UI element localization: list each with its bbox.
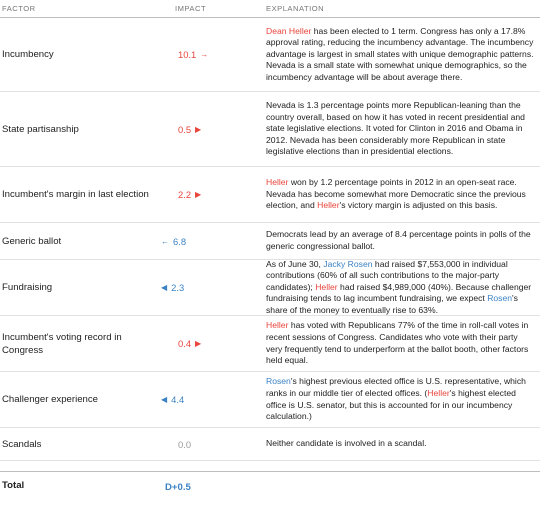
explanation-text xyxy=(266,100,540,158)
republican-name: Dean Heller xyxy=(266,25,312,36)
triangle-right-icon: ▶ xyxy=(195,124,202,134)
arrow-left-icon: ← xyxy=(161,236,169,246)
table-row xyxy=(0,428,540,461)
impact-number: 2.3 xyxy=(171,282,185,293)
table-row xyxy=(0,18,540,92)
impact-number: 0.5 xyxy=(178,123,192,135)
explanation-text xyxy=(266,26,540,84)
explanation-text xyxy=(266,438,540,450)
impact-value xyxy=(161,236,266,247)
triangle-right-icon: ▶ xyxy=(195,190,202,199)
factor-label: Incumbent's margin in last election xyxy=(2,189,149,200)
factor-label: Fundraising xyxy=(2,282,53,293)
factor-label: State partisanship xyxy=(2,123,79,135)
explanation-segment: 's victory margin is adjusted on this basis. xyxy=(339,200,498,211)
total-label: Total xyxy=(2,480,25,491)
explanation-segment: had raised $7,553,000 in individual contributions (60% of all such contributions to the major-party candidates); xyxy=(266,258,508,292)
table-row xyxy=(0,92,540,167)
impact-number: 2.2 xyxy=(178,189,192,200)
republican-name: Heller xyxy=(427,387,450,398)
table-row xyxy=(0,372,540,428)
democrat-name: Rosen xyxy=(266,376,291,387)
explanation-text xyxy=(266,376,540,422)
triangle-right-icon: ▶ xyxy=(195,339,202,348)
explanation-segment: Neither candidate is involved in a scandal. xyxy=(266,438,427,449)
header-factor: FACTOR xyxy=(2,4,36,13)
explanation-segment: Democrats lead by an average of 8.4 percentage points in polls of the generic congressional ballot. xyxy=(266,229,531,251)
explanation-segment: Nevada is 1.3 percentage points more Republican-leaning than the country overall, based on how it has voted in recent presidential and state legislative elections. It voted for Clinton in 2016 and Obama in 2012. Nevada has been considerably more Republican in state legislative elections than in presidential elections. xyxy=(266,100,525,157)
header-impact: IMPACT xyxy=(175,4,207,13)
explanation-segment: 's share of the money to eventually rise to 63%. xyxy=(266,293,518,315)
explanation-text xyxy=(266,320,540,366)
republican-name: Heller xyxy=(266,177,289,188)
explanation-text xyxy=(266,177,540,212)
impact-number: 0.4 xyxy=(178,338,192,349)
total-value: D+0.5 xyxy=(165,481,191,493)
table-row xyxy=(0,316,540,372)
impact-value xyxy=(161,338,266,349)
factor-label: Incumbency xyxy=(2,49,54,60)
arrow-right-icon: → xyxy=(200,50,209,59)
table-row xyxy=(0,260,540,316)
table-header xyxy=(0,0,540,18)
explanation-segment: has voted with Republicans 77% of the time in roll-call votes in recent sessions of Congress. Candidates who vote with their party very frequently tend to underperform at the ballot booth, other factors held equal. xyxy=(266,320,529,366)
impact-number: 4.4 xyxy=(171,394,185,405)
explanation-segment: has been elected to 1 term. Congress has only a 17.8% approval rating, reducing the incumbency advantage. The incumbency advantage is largest in small states with unique demographic patterns. Nevada is a small state with somewhat unique demographics, so the incumbency advantage will be about average there. xyxy=(266,25,534,82)
impact-value xyxy=(161,439,266,450)
factor-label: Generic ballot xyxy=(2,235,62,247)
republican-name: Heller xyxy=(317,200,340,211)
republican-name: Heller xyxy=(266,320,289,331)
total-row xyxy=(0,471,540,499)
explanation-segment: As of June 30, xyxy=(266,258,324,269)
table-body xyxy=(0,18,540,461)
impact-value xyxy=(161,189,266,200)
triangle-left-icon: ◀ xyxy=(161,395,168,404)
explanation-segment: 's highest elected office is U.S. senator, but this is accounted for in our incumbency calculation.) xyxy=(266,387,516,422)
explanation-segment: 's highest previous elected office is U.S. representative, which ranks in our middle tier of elected offices. ( xyxy=(266,376,526,398)
explanation-segment: won by 1.2 percentage points in 2012 in an open-seat race. Nevada has become somewhat more Democratic since the previous election, and xyxy=(266,177,526,211)
impact-number: 0.0 xyxy=(178,438,192,450)
impact-value xyxy=(161,49,266,60)
explanation-text xyxy=(266,229,540,252)
democrat-name: Jacky Rosen xyxy=(323,258,373,269)
explanation-text xyxy=(266,259,540,317)
explanation-segment: had raised $4,989,000 (40%). Because challenger fundraising tends to lag incumbent fundraising, we expect xyxy=(266,281,532,304)
impact-value xyxy=(161,124,266,135)
democrat-name: Rosen xyxy=(487,293,513,304)
header-explanation: EXPLANATION xyxy=(266,4,325,13)
table-row xyxy=(0,223,540,260)
republican-name: Heller xyxy=(315,281,338,292)
impact-number: 10.1 xyxy=(178,49,197,60)
impact-value xyxy=(161,394,266,405)
table-row xyxy=(0,167,540,223)
triangle-left-icon: ◀ xyxy=(161,283,168,292)
impact-value xyxy=(161,282,266,293)
factor-label: Challenger experience xyxy=(2,394,98,405)
factor-label: Scandals xyxy=(2,438,42,450)
impact-number: 6.8 xyxy=(173,235,187,247)
factor-label: Incumbent's voting record in Congress xyxy=(2,331,122,356)
